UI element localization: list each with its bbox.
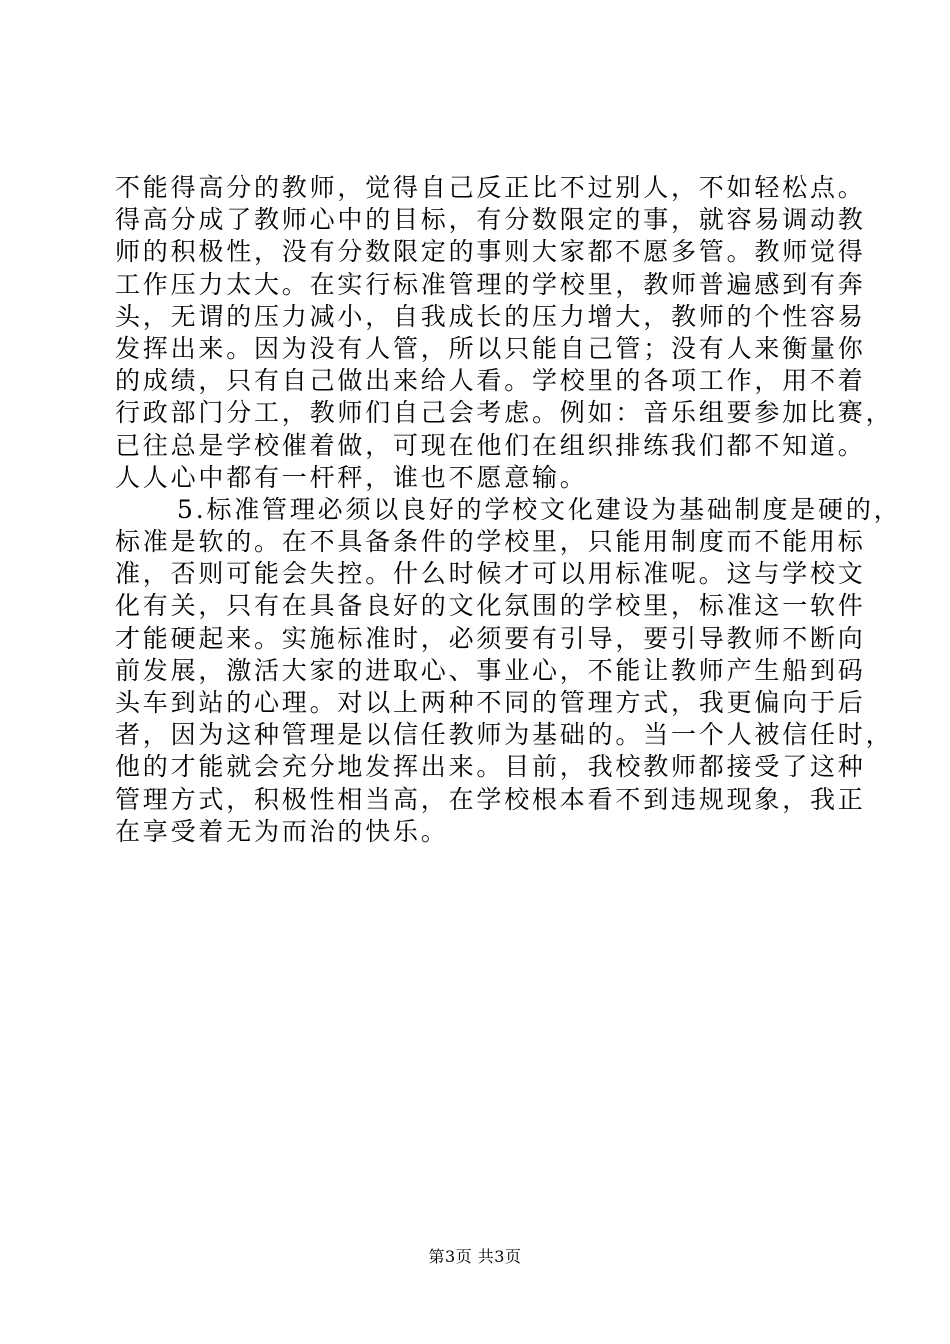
text-line: 前发展，激活大家的进取心、事业心，不能让教师产生船到码: [115, 655, 866, 685]
text-line: 头车到站的心理。对以上两种不同的管理方式，我更偏向于后: [115, 688, 866, 717]
body-text: [115, 172, 902, 848]
text-line: 师的积极性，没有分数限定的事则大家都不愿多管。教师觉得: [115, 237, 866, 267]
text-line: 人人心中都有一杆秤，谁也不愿意输。: [115, 462, 588, 492]
section-heading-line: 5.标准管理必须以良好的学校文化建设为基础制度是硬的，: [177, 494, 902, 524]
page-footer: 第3页 共3页: [428, 1247, 522, 1266]
text-line: 化有关，只有在具备良好的文化氛围的学校里，标准这一软件: [115, 591, 866, 621]
text-line: 已往总是学校催着做，可现在他们在组织排练我们都不知道。: [115, 430, 866, 460]
text-line: 标准是软的。在不具备条件的学校里，只能用制度而不能用标: [115, 527, 866, 557]
text-line: 行政部门分工，教师们自己会考虑。例如：音乐组要参加比赛，: [115, 398, 894, 428]
text-line: 工作压力太大。在实行标准管理的学校里，教师普遍感到有奔: [115, 269, 866, 299]
text-line: 发挥出来。因为没有人管，所以只能自己管；没有人来衡量你: [115, 333, 866, 363]
text-line: 管理方式，积极性相当高，在学校根本看不到违规现象，我正: [115, 784, 866, 814]
text-line: 的成绩，只有自己做出来给人看。学校里的各项工作，用不着: [115, 366, 866, 396]
text-line: 在享受着无为而治的快乐。: [115, 816, 449, 846]
text-line: 得高分成了教师心中的目标，有分数限定的事，就容易调动教: [115, 205, 866, 235]
text-line: 不能得高分的教师，觉得自己反正比不过别人，不如轻松点。: [115, 173, 866, 202]
text-line: 才能硬起来。实施标准时，必须要有引导，要引导教师不断向: [115, 623, 866, 653]
text-line: 准，否则可能会失控。什么时候才可以用标准呢。这与学校文: [115, 559, 866, 589]
text-line: 头，无谓的压力减小，自我成长的压力增大，教师的个性容易: [115, 301, 866, 331]
text-line: 者，因为这种管理是以信任教师为基础的。当一个人被信任时，: [115, 720, 894, 750]
text-line: 他的才能就会充分地发挥出来。目前，我校教师都接受了这种: [115, 752, 866, 782]
